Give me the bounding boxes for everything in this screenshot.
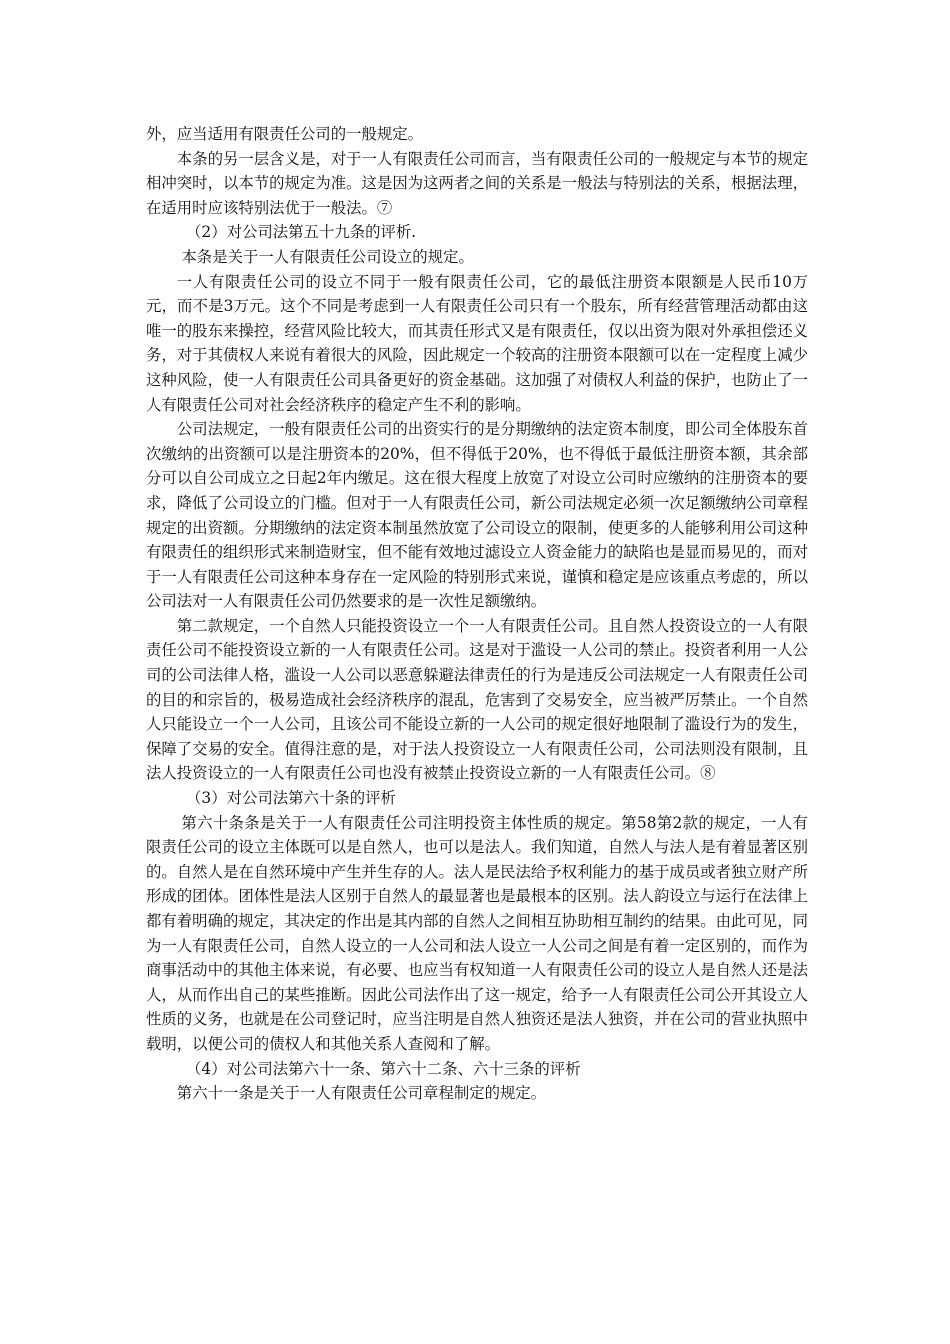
paragraph-article-59-intro: 本条是关于一人有限责任公司设立的规定。 [181, 247, 474, 266]
document-body [146, 122, 808, 1106]
paragraph-special-law-priority: 本条的另一层含义是，对于一人有限责任公司而言，当有限责任公司的一般规定与本节的规定相冲突时，以本节的规定为准。这是因为这两者之间的关系是一般法与特别法的关系，根据法理，在适用时应该特别法优于一般法。⑦ [146, 149, 808, 217]
paragraph-article-60-body: 第六十条条是关于一人有限责任公司注明投资主体性质的规定。第58第2款的规定，一人有限责任公司的设立主体既可以是自然人，也可以是法人。我们知道，自然人与法人是有着显著区别的。自然人是在自然环境中产生并生存的人。法人是民法给予权利能力的基于成员或者独立财产所形成的团体。团体性是法人区别于自然人的最显著也是最根本的区别。法人韵设立与运行在法律上都有着明确的规定，其决定的作出是其内部的自然人之间相互协助相互制约的结果。由此可见，同为一人有限责任公司，自然人设立的一人公司和法人设立一人公司之间是有着一定区别的，而作为商事活动中的其他主体来说，有必要、也应当有权知道一人有限责任公司的设立人是自然人还是法人，从而作出自己的某些推断。因此公司法作出了这一规定，给予一人有限责任公司公开其设立人性质的义务，也就是在公司登记时，应当注明是自然人独资还是法人独资，并在公司的营业执照中载明，以便公司的债权人和其他关系人查阅和了解。 [146, 813, 808, 1053]
section-heading-article-60: （3）对公司法第六十条的评析 [186, 789, 396, 808]
paragraph-second-clause: 第二款规定，一个自然人只能投资设立一个一人有限责任公司。且自然人投资设立的一人有限责任公司不能投资设立新的一人有限责任公司。这是对于滥设一人公司的禁止。投资者利用一人公司的公司法律人格，滥设一人公司以恶意躲避法律责任的行为是违反公司法规定一人有限责任公司的目的和宗旨的，极易造成社会经济秩序的混乱，危害到了交易安全，应当被严厉禁止。一个自然人只能设立一个一人公司，且该公司不能设立新的一人公司的规定很好地限制了滥设行为的发生，保障了交易的安全。值得注意的是，对于法人投资设立一人有限责任公司，公司法则没有限制，且法人投资设立的一人有限责任公司也没有被禁止投资设立新的一人有限责任公司。⑧ [146, 616, 808, 783]
paragraph-minimum-capital: 一人有限责任公司的设立不同于一般有限责任公司，它的最低注册资本限额是人民币10万元，而不是3万元。这个不同是考虑到一人有限责任公司只有一个股东，所有经营管理活动都由这唯一的股东来操控，经营风险比较大，而其责任形式又是有限责任，仅以出资为限对外承担偿还义务，对于其债权人来说有着很大的风险，因此规定一个较高的注册资本限额可以在一定程度上减少这种风险，使一人有限责任公司具备更好的资金基础。这加强了对债权人利益的保护，也防止了一人有限责任公司对社会经济秩序的稳定产生不利的影响。 [146, 272, 808, 414]
paragraph-article-61-intro: 第六十一条是关于一人有限责任公司章程制定的规定。 [176, 1084, 547, 1103]
paragraph-capital-contribution: 公司法规定，一般有限责任公司的出资实行的是分期缴纳的法定资本制度，即公司全体股东首次缴纳的出资额可以是注册资本的20%，但不得低于20%，也不得低于最低注册资本额，其余部分可以自公司成立之日起2年内缴足。这在很大程度上放宽了对设立公司时应缴纳的注册资本的要求，降低了公司设立的门槛。但对于一人有限责任公司，新公司法规定必须一次足额缴纳公司章程规定的出资额。分期缴纳的法定资本制虽然放宽了公司设立的限制，使更多的人能够利用公司这种有限责任的组织形式来制造财宝，但不能有效地过滤设立人资金能力的缺陷也是显而易见的，而对于一人有限责任公司这种本身存在一定风险的特别形式来说，谨慎和稳定是应该重点考虑的，所以公司法对一人有限责任公司仍然要求的是一次性足额缴纳。 [146, 420, 808, 611]
section-heading-articles-61-63: （4）对公司法第六十一条、第六十二条、六十三条的评析 [186, 1059, 581, 1078]
section-heading-article-59: （2）对公司法第五十九条的评析. [186, 223, 417, 242]
paragraph-continuation: 外，应当适用有限责任公司的一般规定。 [146, 125, 424, 143]
